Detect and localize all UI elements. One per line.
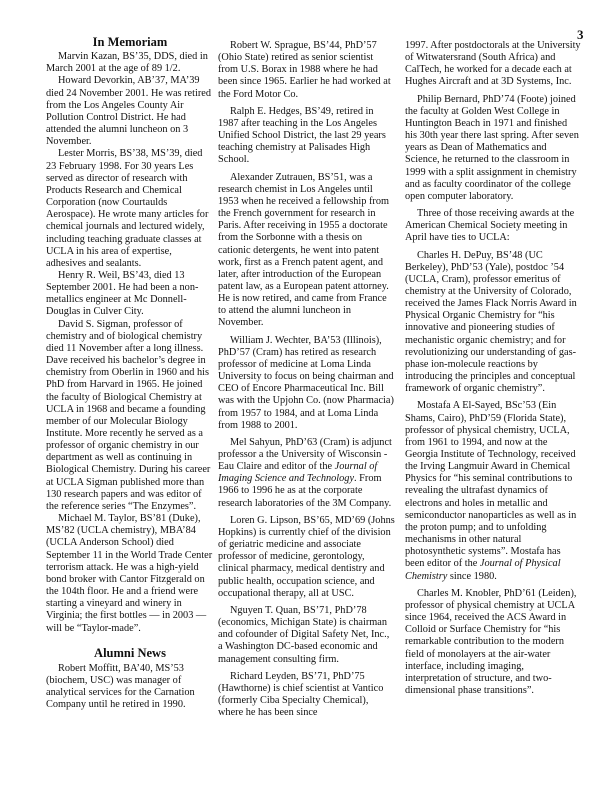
entry-text: since 1980. [447, 570, 497, 582]
memoriam-entry: Howard Devorkin, AB’37, MA’39 died 24 November 2001. He was retired from the Los Angeles County Air Pollution Control District. He had attended the alumni luncheon on 3 November. [46, 75, 211, 148]
alumni-entry: Philip Bernard, PhD’74 (Foote) joined the faculty at Golden West College in Huntington Beach in 1971 and finished his 30th year there last spring. After seven years as Dean of Mathematics and Science, he returned to the classroom in 1999 with a split assignment in chemistry and as faculty coordinator of the college open computer laboratory. [405, 93, 579, 202]
alumni-entry: Robert W. Sprague, BS’44, PhD’57 (Ohio State) retired as senior scientist from U.S. Borax in 1988 where he had been since 1965. Earlier he had worked at the Ford Motor Co. [218, 40, 391, 100]
alumni-entry: Robert Moffitt, BA’40, MS’53 (biochem, USC) was manager of analytical services for the Carnation Company until he retired in 1990. [46, 662, 195, 711]
memoriam-entry: Lester Morris, BS’38, MS’39, died 23 February 1998. For 30 years Les served as director of research with Products Research and Chemical Corporation (now Courtaulds Aerospace). He wrote many articles for chemical journals and lectured widely, including teaching graduate classes at UCLA in his area of expertise, adhesives and sealants. [46, 148, 209, 269]
alumni-entry: Nguyen T. Quan, BS’71, PhD’78 (economics, Michigan State) is chairman and cofounder of Digital Safety Net, Inc., a Washington DC-based economic and management consulting firm. [218, 604, 390, 665]
alumni-entry-continued: 1997. After postdoctorals at the University of Witwatersrand (South Africa) and CalTech, he worked for a decade each at Hughes Aircraft and at 3D Systems, Inc. [405, 40, 581, 88]
page-number: 3 [577, 27, 584, 42]
alumni-news-heading: Alumni News [94, 645, 166, 660]
alumni-entry: Ralph E. Hedges, BS’49, retired in 1987 after teaching in the Los Angeles Unified School District, the last 29 years teaching chemistry at Palisades High School. [218, 105, 386, 166]
memoriam-entry: Henry R. Weil, BS’43, died 13 September 2001. He had been a non-metallics engineer at Mc Donnell-Douglas in Culver City. [46, 269, 199, 318]
alumni-entry: Charles M. Knobler, PhD’61 (Leiden), professor of physical chemistry at UCLA since 1964, received the ACS Award in Colloid or Surface Chemistry for “his remarkable contribution to the modern field of monolayers at the air-water interface, including imaging, interpretation of structure, and two-dimensional phase transitions”. [405, 587, 577, 696]
entry-text: Mostafa A El-Sayed, BSc’53 (Ein Shams, Cairo), PhD’59 (Florida State), professor of physical chemistry, UCLA, from 1961 to 1994, and now at the Georgia Institute of Technology, received the Irving Langmuir Award in Chemical Physics for “his seminal contributions to revealing the ultrafast dynamics of electrons and holes in metallic and semiconductor nanoparticles as well as in the proton pump; and to unfolding mechanisms in other natural photosynthetic systems”. Mostafa has been editor of the [405, 400, 577, 570]
alumni-entry: Alexander Zutrauen, BS’51, was a research chemist in Los Angeles until 1953 when he received a fellowship from the French government for research in Paris. After receiving in 1955 a doctorate from the Sorbonne with a thesis on cationic detergents, he went into patent work, first as a French patent agent, and later, after introduction of the European patent law, as a European patent attorney. He is now retired, and came from France to attend the alumni luncheon in November. [218, 171, 389, 329]
alumni-entry-sahyun [218, 437, 395, 510]
journal-title: Journal of Imaging Science and Technology [218, 461, 378, 485]
memoriam-entry: Marvin Kazan, BS’35, DDS, died in March 2001 at the age of 89 1/2. [46, 51, 208, 75]
memoriam-entry: Michael M. Taylor, BS’81 (Duke), MS’82 (UCLA chemistry), MBA’84 (UCLA Anderson School) died September 11 in the World Trade Center terrorism attack. He was a high-yield bond broker with Cantor Fitzgerald on the 104th floor. He and a friend were starting a vineyard and winery in Virginia; the first bottles — in 2003 — will be “Taylor-made”. [46, 513, 213, 634]
alumni-entry-elsayed [405, 400, 581, 582]
entry-text: Mel Sahyun, PhD’63 (Cram) is adjunct professor a the University of Wisconsin - Eau Claire and editor of the [218, 436, 392, 473]
alumni-entry: Three of those receiving awards at the American Chemical Society meeting in April have ties to UCLA: [405, 208, 575, 244]
column-2 [218, 40, 395, 719]
alumni-entry: Loren G. Lipson, BS’65, MD’69 (Johns Hopkins) is currently chief of the division of geriatric medicine and associate professor of medicine, gerontology, clinical pharmacy, medical dentistry and public health, occupation science, and occupational therapy, all at USC. [218, 514, 395, 599]
in-memoriam-heading: In Memoriam [92, 35, 168, 49]
alumni-entry: Richard Leyden, BS’71, PhD’75 (Hawthorne) is chief scientist at Vantico (formerly Ciba Specialty Chemical), where he has been since [218, 670, 384, 719]
journal-title: Journal of Physical Chemistry [405, 558, 561, 582]
entry-text: . From 1966 to 1996 he as at the corporate research laboratories of the 3M Company. [218, 473, 392, 509]
memoriam-entry: David S. Sigman, professor of chemistry and of biological chemistry died 11 November after a long illness. Dave received his bachelor’s degree in chemistry from Oberlin in 1960 and his PhD from Harvard in 1965. He joined the faculty of Biological Chemistry at UCLA in 1968 and became a founding member of our Molecular Biology Institute. More recently he served as a professor of organic chemistry in our department as well as continuing in Biological Chemistry. During his career at UCLA Sigman published more than 130 research papers and was editor of the reference series “The Enzymes”. [46, 318, 211, 512]
column-1 [46, 36, 214, 711]
alumni-entry: Charles H. DePuy, BS’48 (UC Berkeley), PhD’53 (Yale), postdoc ’54 (UCLA, Cram), professor emeritus of chemistry at the University of Colorado, received the James Flack Norris Award in Physical Organic Chemistry for “his innovative and pioneering studies of mechanistic organic chemistry; and for revolutionizing our understanding of gas-phase ion-molecule reactions by introducing the principles and conceptual framework of organic chemistry”. [405, 249, 577, 395]
column-3 [405, 40, 581, 697]
alumni-entry: William J. Wechter, BA’53 (Illinois), PhD’57 (Cram) has retired as research professor of medicine at Loma Linda University to focus on being chairman and CEO of Encore Pharmaceutical Inc. Bill was with the Upjohn Co. (now Pharmacia) from 1957 to 1984, and at Loma Linda from 1988 to 2001. [218, 334, 394, 431]
